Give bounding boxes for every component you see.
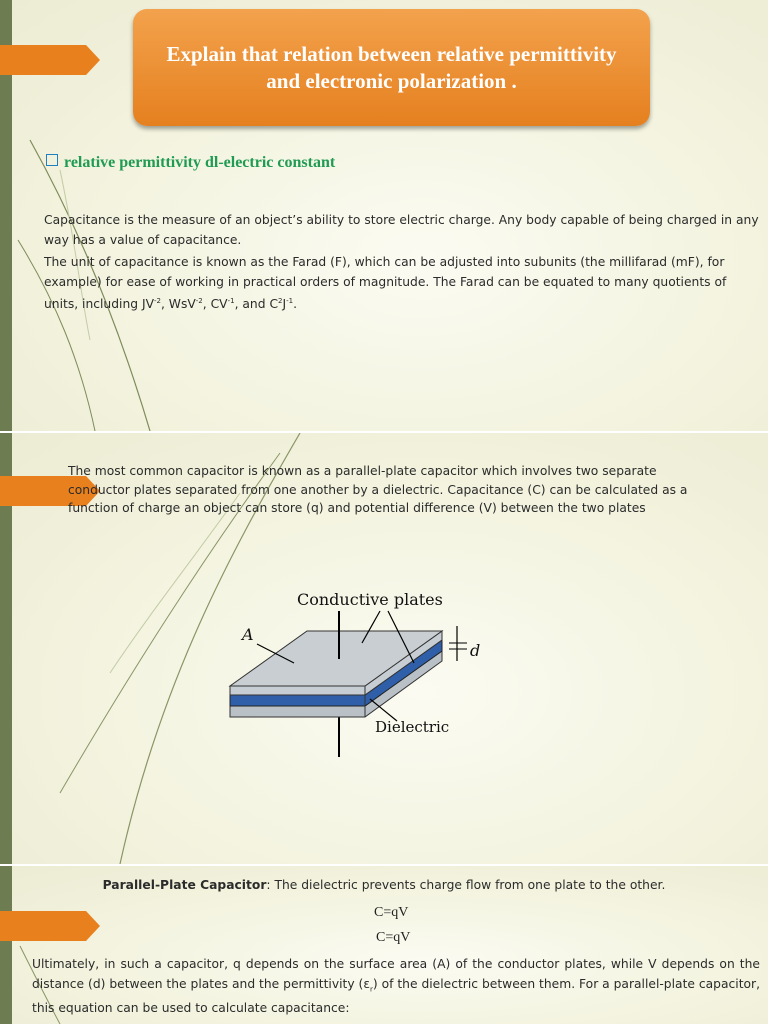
paragraph-ultimately xyxy=(32,955,760,1019)
label-distance: d xyxy=(470,641,481,660)
orange-tab xyxy=(0,45,100,75)
epsilon-subscript: r xyxy=(369,984,373,993)
paragraph-text: The most common capacitor is known as a parallel-plate capacitor which involves two separate conductor plates separated from one another by a dielectric. Capacitance (C) can be calculated as a function of charge an object can store (q) and potential difference (V) between the two plates xyxy=(68,464,688,515)
unit-exponent: -1 xyxy=(227,297,235,305)
label-conductive-plates: Conductive plates xyxy=(297,590,443,609)
capacitor-diagram xyxy=(220,581,510,761)
label-dielectric: Dielectric xyxy=(375,718,450,736)
figure-caption xyxy=(0,876,768,896)
checkbox-bullet-icon xyxy=(46,154,58,166)
title-box xyxy=(133,9,650,126)
label-area: A xyxy=(242,625,254,644)
unit-text: , CV xyxy=(202,297,228,312)
slide-1 xyxy=(0,0,768,431)
unit-text: , WsV xyxy=(160,297,196,312)
paragraph-text: Ultimately, in such a capacitor, q depends on the surface area (A) of the conductor plates, while V depends on the distance (d) between the plates and the permittivity (ε xyxy=(32,957,760,991)
slide-2 xyxy=(0,433,768,864)
caption-title: Parallel-Plate Capacitor xyxy=(102,878,267,892)
unit-exponent: -1 xyxy=(286,297,294,305)
caption-text: : The dielectric prevents charge flow from one plate to the other. xyxy=(266,878,666,892)
paragraph-text: Capacitance is the measure of an object’s ability to store electric charge. Any body capable of being charged in any way has a value of capacitance. xyxy=(44,213,759,247)
paragraph-text: The unit of capacitance is known as the Farad (F), which can be adjusted into subunits (the millifarad (mF), for example) for ease of working in practical orders of magnitude. The Farad can be equated to many quotients of units, including JV xyxy=(44,255,727,312)
unit-exponent: 2 xyxy=(278,297,283,305)
slide-3 xyxy=(0,866,768,1024)
unit-text: , and C xyxy=(234,297,279,312)
slide-title: Explain that relation between relative permittivity and electronic polarization . xyxy=(166,41,617,93)
equation-2: C=qV xyxy=(376,930,411,945)
paragraph-farad xyxy=(44,253,760,315)
subheading xyxy=(46,154,335,172)
paragraph-capacitance xyxy=(44,211,760,250)
paragraph-parallel-plate xyxy=(68,462,708,518)
unit-text: J xyxy=(282,297,287,312)
subheading-text: relative permittivity dl-electric constant xyxy=(64,154,336,171)
unit-text: . xyxy=(293,297,298,312)
paragraph-text: ) of the dielectric between them. For a parallel-plate capacitor, this equation can be used to calculate capacitance: xyxy=(32,976,760,1016)
unit-exponent: -2 xyxy=(154,297,161,305)
equation-1: C=qV xyxy=(374,905,409,920)
unit-exponent: -2 xyxy=(195,297,203,305)
orange-tab xyxy=(0,911,100,941)
